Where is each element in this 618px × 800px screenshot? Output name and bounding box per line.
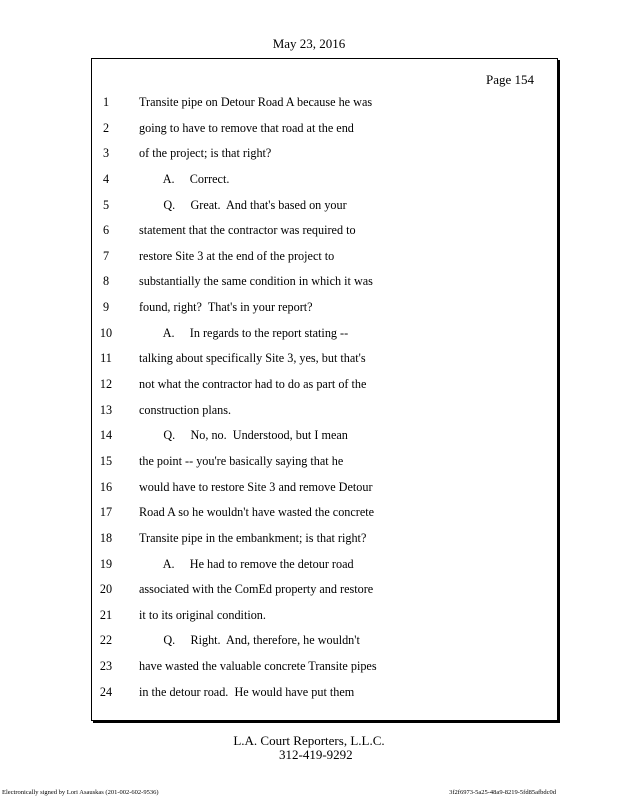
line-text: Q. No, no. Understood, but I mean [139,428,348,443]
transcript-line [0,171,618,197]
transcript-line [0,197,618,223]
document-id: 3f2f6973-5a25-48a9-8219-5fd85afbdc0d [449,789,556,796]
line-text: found, right? That's in your report? [139,300,313,315]
transcript-line [0,427,618,453]
transcript-line [0,120,618,146]
line-text: A. Correct. [139,171,230,186]
transcript-line [0,556,618,582]
line-number: 13 [99,402,113,417]
line-text: statement that the contractor was required to [139,223,356,238]
line-number: 7 [102,248,110,263]
line-number: 24 [99,684,113,699]
line-text: talking about specifically Site 3, yes, but that's [139,351,366,366]
footer-phone: 312-419-9292 [279,747,353,762]
line-text: construction plans. [139,402,232,417]
line-text: A. He had to remove the detour road [139,556,354,571]
line-number: 21 [99,607,113,622]
transcript-line [0,684,618,710]
transcript-line [0,632,618,658]
line-number: 11 [100,351,112,366]
line-text: it to its original condition. [139,607,266,622]
line-text: Transite pipe on Detour Road A because he was [139,95,373,109]
transcript-line [0,658,618,684]
line-number: 10 [99,325,113,340]
line-number: 9 [102,300,110,315]
line-number: 15 [99,453,113,468]
line-number: 5 [102,197,110,212]
line-text: have wasted the valuable concrete Transite pipes [139,659,377,674]
transcript-lines [0,94,618,709]
line-text: would have to restore Site 3 and remove Detour [139,479,373,494]
line-number: 3 [102,146,110,161]
line-number: 18 [99,530,113,545]
line-text: Q. Right. And, therefore, he wouldn't [139,633,360,648]
transcript-line [0,145,618,171]
page-number: Page 154 [485,72,534,87]
transcript-line [0,402,618,428]
transcript-date: May 23, 2016 [272,36,346,51]
transcript-line [0,299,618,325]
line-number: 17 [99,505,113,520]
transcript-line [0,273,618,299]
line-number: 14 [99,428,113,443]
line-text: Transite pipe in the embankment; is that right? [139,530,367,545]
line-number: 12 [99,377,113,392]
line-text: Road A so he wouldn't have wasted the concrete [139,505,375,520]
transcript-line [0,325,618,351]
line-text: Q. Great. And that's based on your [139,197,347,212]
line-number: 8 [102,274,110,289]
line-text: A. In regards to the report stating -- [139,325,349,340]
transcript-line [0,248,618,274]
line-number: 22 [99,633,113,648]
line-text: not what the contractor had to do as part of the [139,377,367,392]
line-text: the point -- you're basically saying that he [139,453,344,468]
line-number: 4 [102,171,110,186]
electronic-signature: Electronically signed by Lori Asauskas (201-002-602-9536) [2,789,159,796]
line-number: 23 [99,659,113,674]
line-number: 16 [99,479,113,494]
transcript-line [0,376,618,402]
transcript-line [0,530,618,556]
transcript-line [0,222,618,248]
line-text: restore Site 3 at the end of the project to [139,248,335,263]
line-number: 6 [102,223,110,238]
transcript-line [0,479,618,505]
transcript-line [0,607,618,633]
line-number: 1 [102,95,110,109]
line-text: associated with the ComEd property and restore [139,582,374,597]
footer-company: L.A. Court Reporters, L.L.C. [233,733,385,748]
line-text: substantially the same condition in which it was [139,274,373,289]
line-number: 2 [102,120,110,135]
line-number: 20 [99,582,113,597]
transcript-line [0,581,618,607]
line-text: in the detour road. He would have put them [139,684,355,699]
transcript-line [0,453,618,479]
line-text: of the project; is that right? [139,146,272,161]
line-text: going to have to remove that road at the end [139,120,354,135]
transcript-line [0,350,618,376]
line-number: 19 [99,556,113,571]
transcript-line [0,94,618,120]
transcript-line [0,504,618,530]
